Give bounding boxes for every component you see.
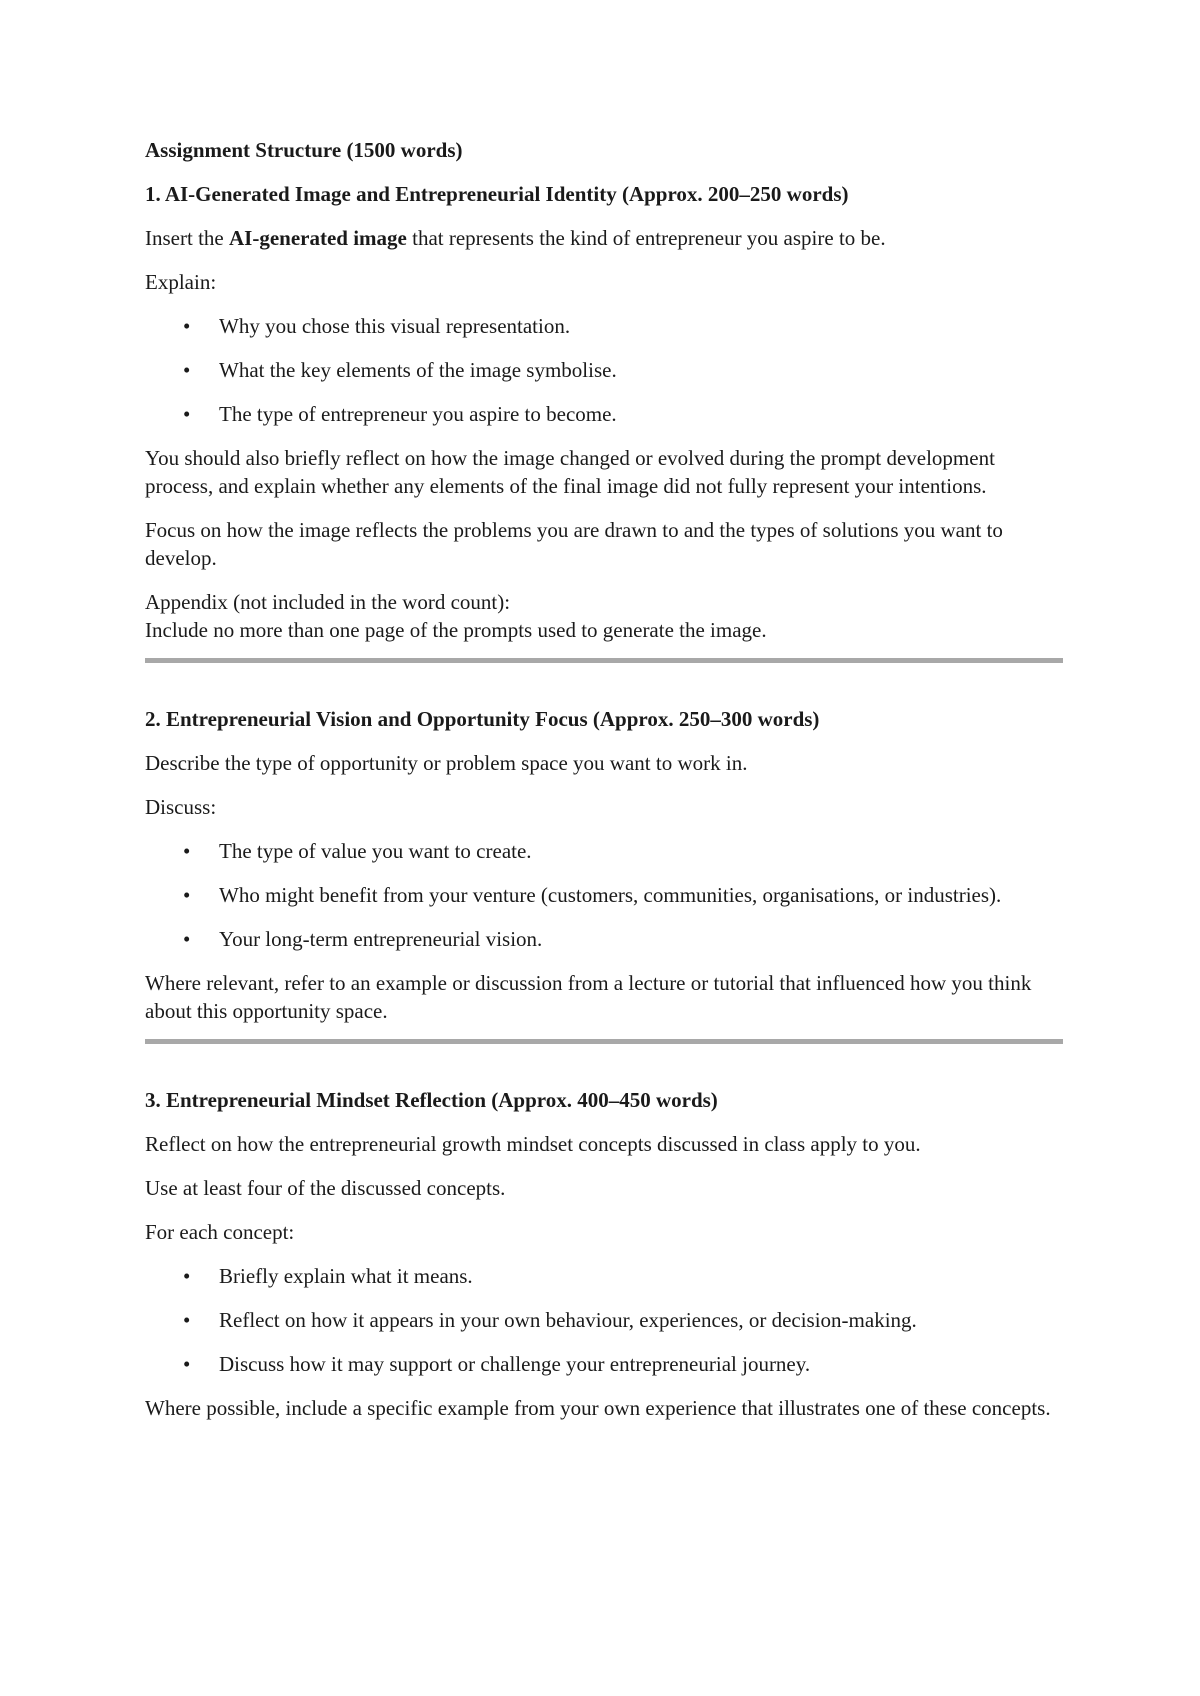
section-2-bullet-list [145, 837, 1065, 953]
section-1-paragraph-focus: Focus on how the image reflects the problems you are drawn to and the types of solutions you want to develop. [145, 518, 1003, 570]
section-1-lead: Explain: [145, 270, 217, 294]
section-3-heading: 3. Entrepreneurial Mindset Reflection (Approx. 400–450 words) [145, 1088, 718, 1112]
section-1-intro [145, 224, 1065, 252]
section-3-paragraph: Where possible, include a specific example from your own experience that illustrates one of these concepts. [145, 1396, 1051, 1420]
appendix-text: Include no more than one page of the prompts used to generate the image. [145, 618, 767, 642]
section-1-intro-bold: AI-generated image [228, 226, 407, 250]
section-3-intro: Reflect on how the entrepreneurial growth mindset concepts discussed in class apply to you. [145, 1132, 921, 1156]
section-2-lead: Discuss: [145, 795, 217, 819]
section-2-intro: Describe the type of opportunity or problem space you want to work in. [145, 751, 748, 775]
section-1-paragraph-reflection: You should also briefly reflect on how the image changed or evolved during the prompt development process, and explain whether any elements of the final image did not fully represent your intentions. [145, 446, 995, 498]
section-1-heading: 1. AI-Generated Image and Entrepreneurial Identity (Approx. 200–250 words) [145, 182, 849, 206]
list-item: • The type of value you want to create. [145, 837, 1065, 865]
section-2-heading: 2. Entrepreneurial Vision and Opportunity Focus (Approx. 250–300 words) [145, 707, 820, 731]
section-1-intro-suffix: that represents the kind of entrepreneur you aspire to be. [406, 226, 886, 250]
list-item: • Why you chose this visual representation. [145, 312, 1065, 340]
list-item: • Reflect on how it appears in your own behaviour, experiences, or decision-making. [145, 1306, 1065, 1334]
list-item: • Briefly explain what it means. [145, 1262, 1065, 1290]
list-item: • What the key elements of the image symbolise. [145, 356, 1065, 384]
section-3-intro-2: Use at least four of the discussed concepts. [145, 1176, 506, 1200]
document-page [145, 136, 1065, 1438]
appendix-label: Appendix (not included in the word count): [145, 590, 511, 614]
section-1-bullet-list [145, 312, 1065, 428]
section-3-lead: For each concept: [145, 1220, 295, 1244]
section-1-appendix [145, 588, 1065, 644]
list-item: • Your long-term entrepreneurial vision. [145, 925, 1065, 953]
document-title: Assignment Structure (1500 words) [145, 138, 463, 162]
section-2-paragraph: Where relevant, refer to an example or discussion from a lecture or tutorial that influenced how you think about this opportunity space. [145, 971, 1032, 1023]
section-1-intro-prefix: Insert the [145, 226, 229, 250]
section-3-bullet-list [145, 1262, 1065, 1378]
list-item: • The type of entrepreneur you aspire to become. [145, 400, 1065, 428]
list-item: • Who might benefit from your venture (customers, communities, organisations, or industries). [145, 881, 1065, 909]
section-divider [145, 658, 1063, 663]
list-item: • Discuss how it may support or challenge your entrepreneurial journey. [145, 1350, 1065, 1378]
section-divider [145, 1039, 1063, 1044]
